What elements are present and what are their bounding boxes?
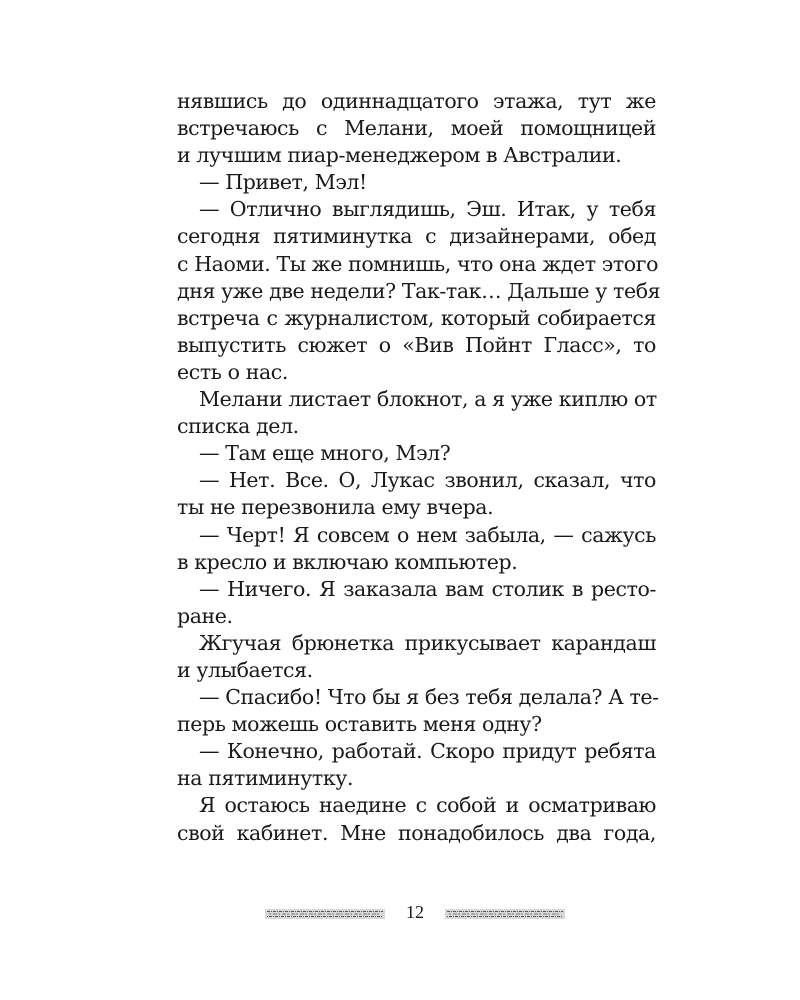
text-line: сегодня пятиминутка с дизайнерами, обед [177, 224, 656, 249]
text-line: ране. [177, 603, 233, 628]
text-line: на пятиминутку. [177, 766, 354, 791]
text-line: ты не перезвонила ему вчера. [177, 495, 494, 520]
text-line: и лучшим пиар-менеджером в Австралии. [177, 143, 622, 168]
text-line: и улыбается. [177, 657, 313, 682]
text-line: с Наоми. Ты же помнишь, что она ждет этого [177, 251, 659, 276]
text-line: — Ничего. Я заказала вам столик в ресто- [199, 576, 656, 601]
text-line: выпустить сюжет о «Вив Пойнт Гласс», то [177, 332, 656, 357]
left-ornament [265, 909, 385, 919]
text-line: свой кабинет. Мне понадобилось два года, [177, 820, 656, 845]
text-line: встреча с журналистом, который собирается [177, 305, 656, 330]
text-line: Я остаюсь наедине с собой и осматриваю [199, 793, 656, 818]
page-footer [0, 901, 800, 927]
right-ornament [445, 909, 565, 919]
text-line: нявшись до одиннадцатого этажа, тут же [177, 89, 656, 113]
text-line: — Черт! Я совсем о нем забыла, — сажусь [199, 522, 656, 547]
text-line: в кресло и включаю компьютер. [177, 549, 518, 574]
page-number: 12 [406, 902, 424, 922]
text-line: — Нет. Все. О, Лукас звонил, сказал, что [199, 468, 656, 493]
body-text [177, 88, 661, 847]
text-line: — Спасибо! Что бы я без тебя делала? А те- [199, 685, 659, 710]
text-line: — Привет, Мэл! [199, 170, 367, 195]
text-line: перь можешь оставить меня одну? [177, 712, 542, 737]
text-line: Жгучая брюнетка прикусывает карандаш [199, 630, 656, 655]
text-line: — Там еще много, Мэл? [199, 441, 451, 466]
text-line: есть о нас. [177, 359, 288, 384]
text-line: Мелани листает блокнот, а я уже киплю от [199, 387, 657, 412]
text-line: дня уже две недели? Так-так… Дальше у тебя [177, 278, 661, 303]
text-line: встречаюсь с Мелани, моей помощницей [177, 116, 656, 141]
text-line: — Отлично выглядишь, Эш. Итак, у тебя [199, 197, 656, 222]
text-line: списка дел. [177, 414, 299, 439]
text-line: — Конечно, работай. Скоро придут ребята [199, 739, 656, 764]
